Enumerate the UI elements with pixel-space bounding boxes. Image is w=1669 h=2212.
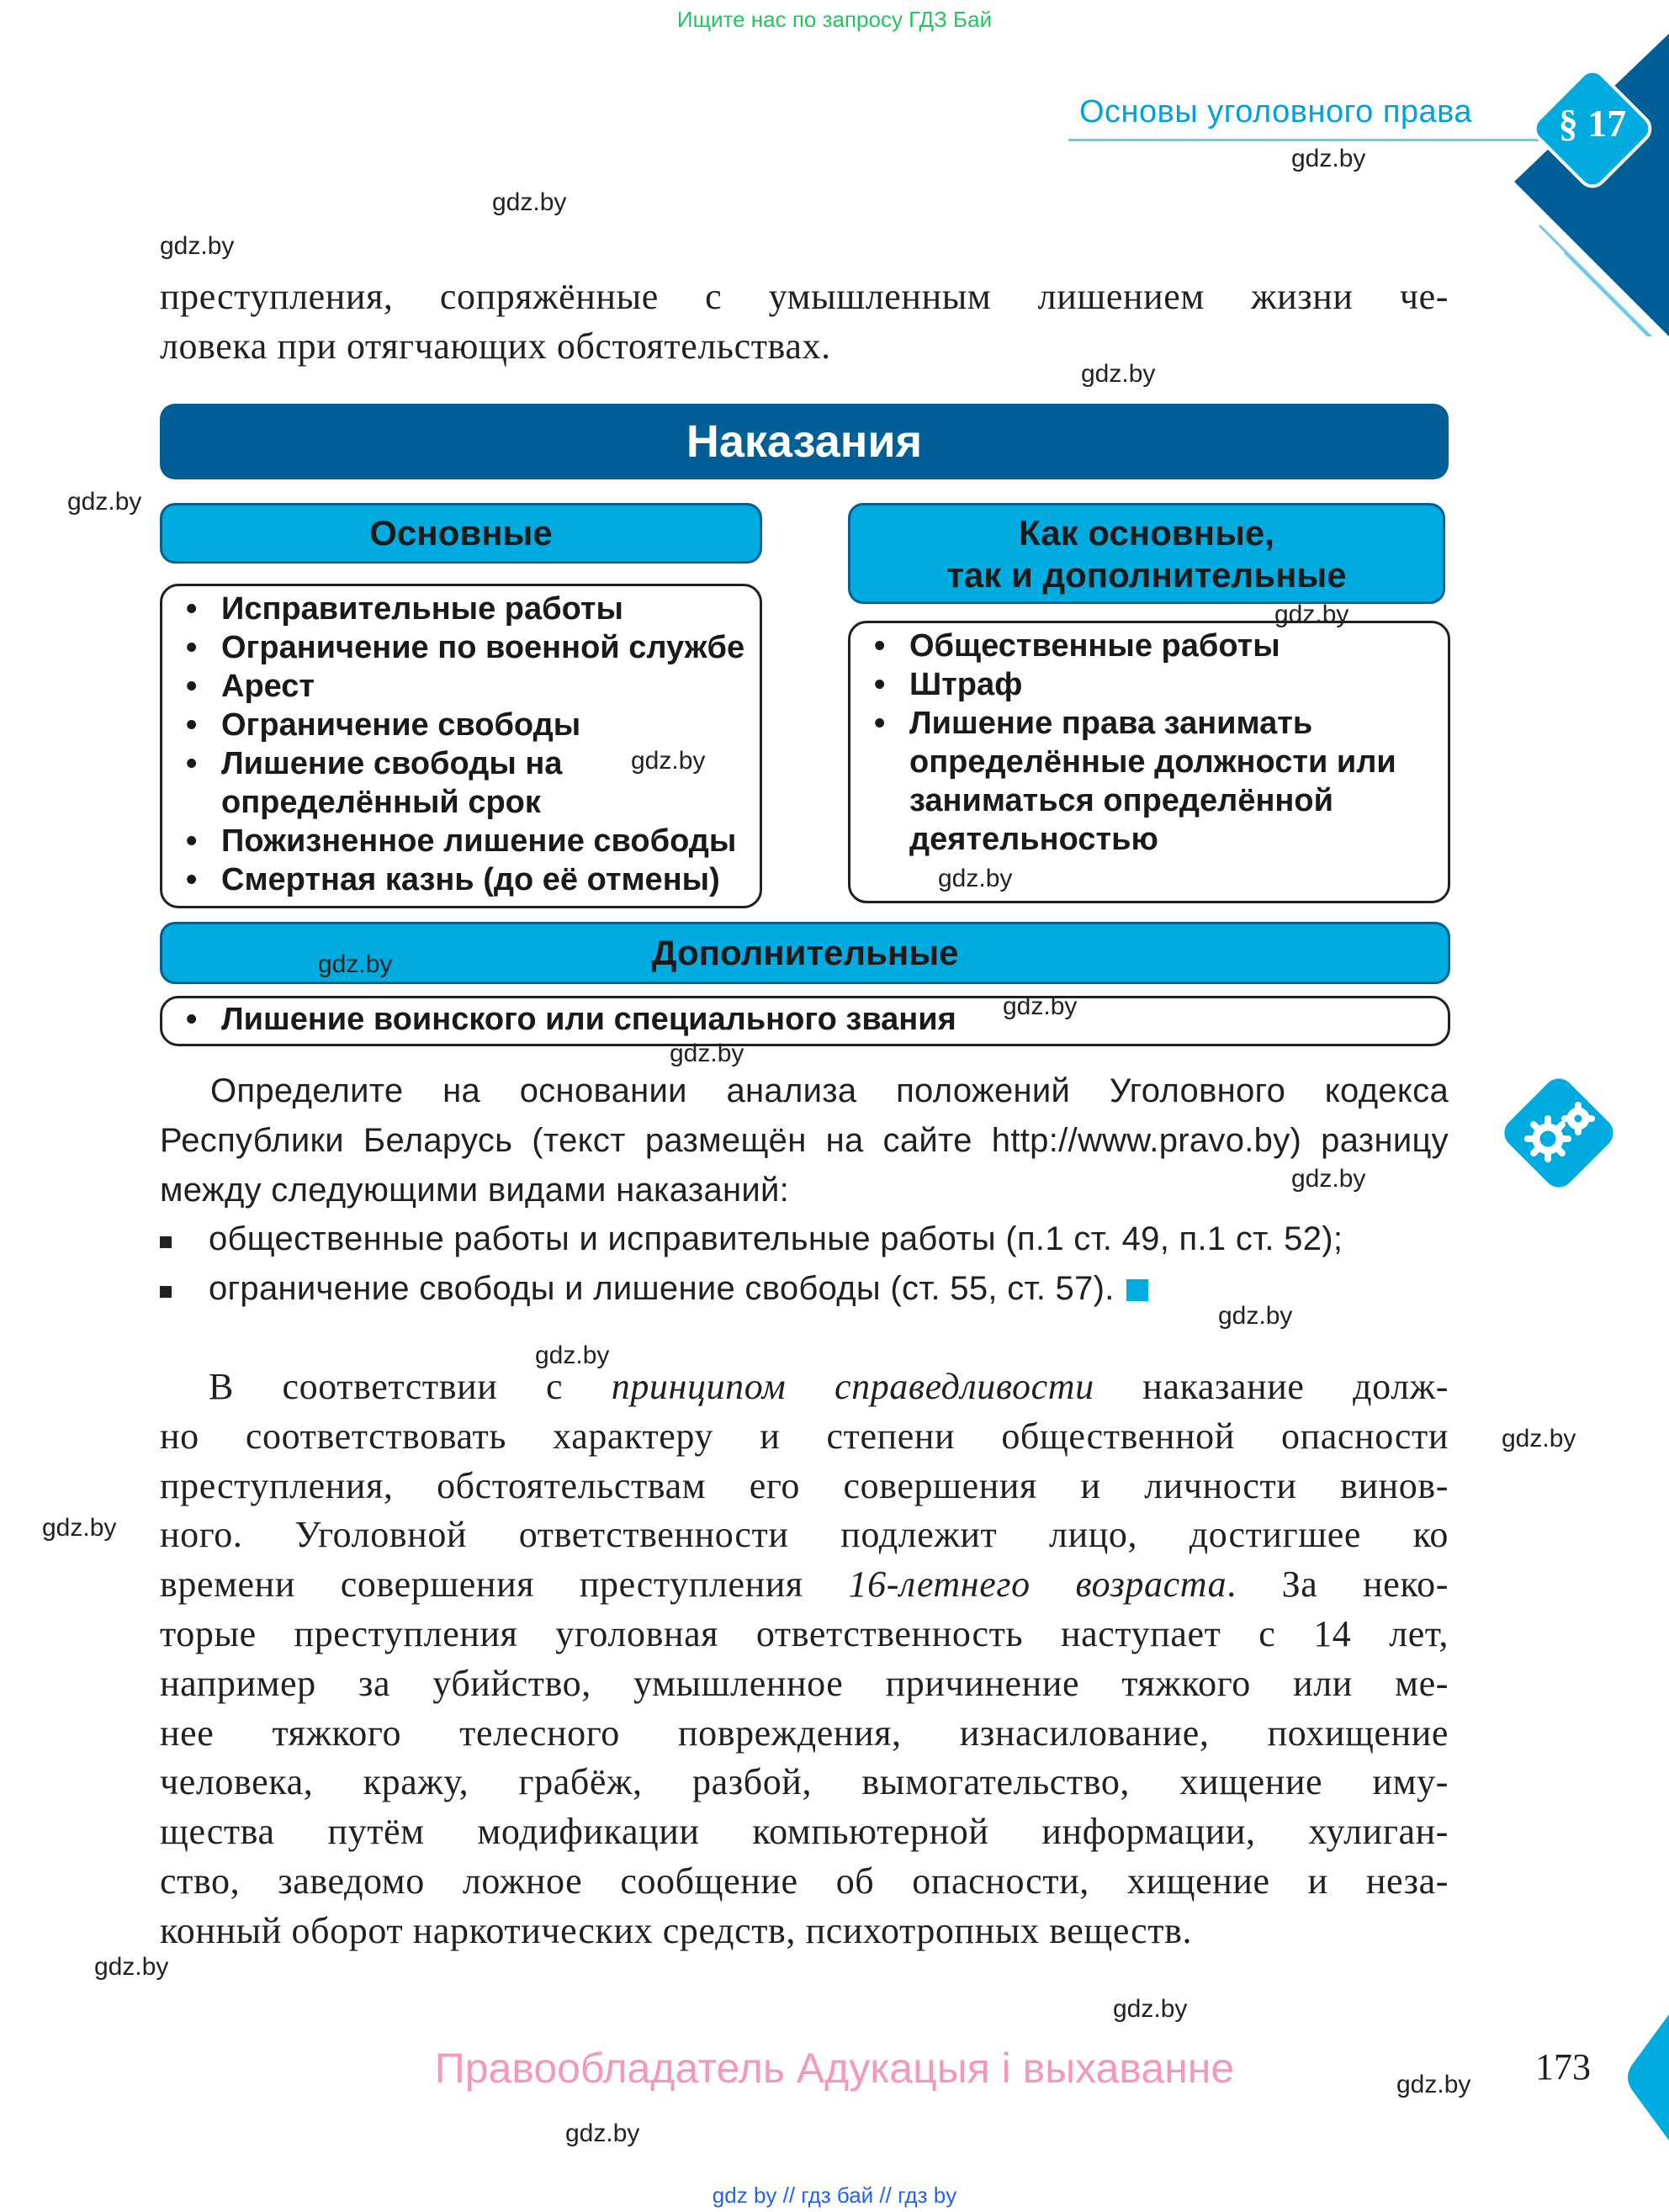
list-item: • Смертная казнь (до её отмены) bbox=[171, 860, 760, 899]
bullet-square bbox=[160, 1286, 172, 1298]
watermark: gdz.by bbox=[631, 747, 706, 775]
list-item: • Лишение права занимать определённые должности или заниматься определённой деятельностью bbox=[859, 704, 1439, 859]
page-number: 173 bbox=[1535, 2046, 1591, 2088]
watermark: gdz.by bbox=[492, 188, 567, 216]
watermark: gdz.by bbox=[670, 1040, 744, 1067]
both-punishments-list bbox=[850, 627, 1448, 859]
section-title: Основы уголовного права bbox=[1079, 94, 1473, 130]
watermark: gdz.by bbox=[1396, 2071, 1471, 2098]
watermark: gdz.by bbox=[1081, 360, 1156, 388]
watermark: gdz.by bbox=[1218, 1302, 1293, 1330]
body-line: но соответствовать характеру и степени общественной опасности bbox=[160, 1415, 1449, 1457]
emphasis-principle: принципом справедливости bbox=[611, 1366, 1094, 1407]
list-item: • Лишение свободы на определённый срок bbox=[171, 744, 760, 822]
top-banner[interactable]: Ищите нас по запросу ГДЗ Бай bbox=[676, 7, 993, 32]
end-of-task-marker bbox=[1126, 1279, 1148, 1301]
watermark: gdz.by bbox=[318, 950, 393, 978]
both-header-line1: Как основные, bbox=[1019, 513, 1274, 553]
body-line: щества путём модификации компьютерной информации, хулиган- bbox=[160, 1811, 1449, 1853]
list-item: • Штраф bbox=[859, 665, 1439, 704]
list-item: • Ограничение по военной службе bbox=[171, 628, 760, 667]
main-punishments-box bbox=[160, 584, 762, 908]
additional-punishments-header: Дополнительные bbox=[160, 922, 1450, 984]
watermark: gdz.by bbox=[1274, 601, 1349, 628]
bullet-square bbox=[160, 1236, 172, 1248]
paragraph-number: § 17 bbox=[1558, 102, 1627, 145]
body-line bbox=[160, 1363, 1449, 1412]
text-run: . За неко- bbox=[1227, 1564, 1449, 1606]
watermark: gdz.by bbox=[160, 232, 235, 260]
intro-line: ловека при отягчающих обстоятельствах. bbox=[160, 325, 831, 367]
watermark: gdz.by bbox=[42, 1514, 117, 1542]
watermark: gdz.by bbox=[1502, 1425, 1576, 1453]
task-bullet-text: ограничение свободы и лишение свободы (ст. 55, ст. 57). bbox=[209, 1270, 1115, 1307]
body-line: нее тяжкого телесного повреждения, изнасилование, похищение bbox=[160, 1712, 1449, 1754]
body-line: торые преступления уголовная ответственность наступает с 14 лет, bbox=[160, 1612, 1449, 1654]
body-line bbox=[160, 1560, 1449, 1610]
body-line: человека, кражу, грабёж, разбой, вымогательство, хищение иму- bbox=[160, 1761, 1449, 1803]
gears-icon bbox=[1496, 1070, 1622, 1196]
body-line: например за убийство, умышленное причинение тяжкого или ме- bbox=[160, 1662, 1449, 1704]
task-paragraph bbox=[160, 1066, 1449, 1214]
both-punishments-box bbox=[848, 621, 1450, 903]
text-run: времени совершения преступления bbox=[160, 1564, 849, 1606]
watermark: gdz.by bbox=[1291, 145, 1366, 172]
body-line: конный оборот наркотических средств, психотропных веществ. bbox=[160, 1909, 1193, 1951]
watermark: gdz.by bbox=[94, 1953, 169, 1981]
text-run: наказание долж- bbox=[1094, 1366, 1449, 1407]
both-punishments-header bbox=[848, 503, 1445, 604]
task-line: Определите на основании анализа положений Уголовного кодекса bbox=[210, 1072, 1449, 1109]
intro-paragraph bbox=[160, 273, 1449, 372]
intro-line: преступления, сопряжённые с умышленным лишением жизни че- bbox=[160, 276, 1449, 317]
main-punishments-list bbox=[162, 590, 760, 899]
additional-punishments-box bbox=[160, 996, 1450, 1046]
task-line: между следующими видами наказаний: bbox=[160, 1171, 790, 1209]
task-line: Республики Беларусь (текст размещён на сайте http://www.pravo.by) разницу bbox=[160, 1121, 1449, 1159]
body-line: ного. Уголовной ответственности подлежит лицо, достигшее ко bbox=[160, 1514, 1449, 1556]
watermark: gdz.by bbox=[1003, 992, 1078, 1020]
watermark: gdz.by bbox=[1113, 1995, 1188, 2023]
list-item: • Арест bbox=[171, 667, 760, 706]
both-header-line2: так и дополнительные bbox=[946, 555, 1347, 595]
copyright-holder: Правообладатель Адукацыя і выхаванне bbox=[434, 2045, 1235, 2092]
list-item: • Пожизненное лишение свободы bbox=[171, 822, 760, 860]
page-tab bbox=[1624, 2014, 1669, 2141]
additional-punishments-list bbox=[162, 1000, 1448, 1039]
body-line: ство, заведомо ложное сообщение об опасности, хищение и неза- bbox=[160, 1860, 1449, 1902]
watermark: gdz.by bbox=[565, 2119, 640, 2147]
main-punishments-header: Основные bbox=[160, 503, 762, 564]
watermark: gdz.by bbox=[67, 488, 142, 516]
watermark: gdz.by bbox=[1291, 1165, 1366, 1193]
text-run: В соответствии с bbox=[209, 1366, 612, 1407]
list-item: • Исправительные работы bbox=[171, 590, 760, 628]
task-bullet-text: общественные работы и исправительные работы (п.1 ст. 49, п.1 ст. 52); bbox=[209, 1220, 1343, 1257]
body-paragraph bbox=[160, 1363, 1449, 1956]
body-line: преступления, обстоятельствам его совершения и личности винов- bbox=[160, 1464, 1449, 1506]
bottom-links[interactable]: gdz by // гдз бай // гдз by bbox=[712, 2183, 957, 2208]
list-item: • Общественные работы bbox=[859, 627, 1439, 665]
list-item: • Лишение воинского или специального звания bbox=[171, 1000, 1448, 1039]
list-item: • Ограничение свободы bbox=[171, 706, 760, 744]
task-bullet bbox=[209, 1214, 1454, 1264]
watermark: gdz.by bbox=[938, 865, 1013, 892]
emphasis-age: 16-летнего возраста bbox=[848, 1564, 1227, 1606]
watermark: gdz.by bbox=[535, 1341, 610, 1369]
diagram-title: Наказания bbox=[160, 404, 1449, 479]
header-underline bbox=[1068, 139, 1539, 141]
